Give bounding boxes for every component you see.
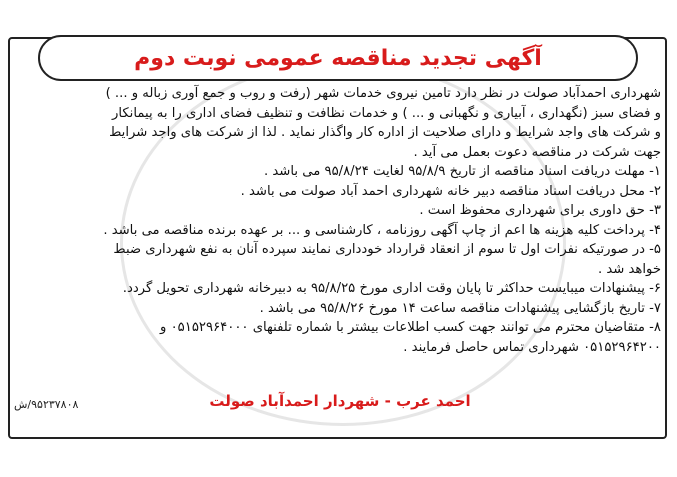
body-line: ۷- تاریخ بازگشایی پیشنهادات مناقصه ساعت ۱۴ مورخ ۹۵/۸/۲۶ می باشد . [259,300,661,316]
body-line: ۱- مهلت دریافت اسناد مناقصه از تاریخ ۹۵/۸/۹ لغایت ۹۵/۸/۲۴ می باشد . [264,164,661,179]
body-line: ۲- محل دریافت اسناد مناقصه دبیر خانه شهرداری احمد آباد صولت می باشد . [240,183,661,199]
body-line: ۴- پرداخت کلیه هزینه ها اعم از چاپ آگهی روزنامه ، کارشناسی و ... بر عهده برنده مناقصه می باشد . [103,222,661,238]
body-line: و فضای سبز (نگهداری ، آبیاری و نگهبانی و ... ) و خدمات نظافت و تنظیف فضای اداری را به پیمانکار [111,105,661,121]
body-line: خواهد شد . [597,261,661,277]
reference-number: ۹۵۲۳۷۸۰۸/ش [14,398,79,411]
body-line: ۳- حق داوری برای شهرداری محفوظ است . [419,203,661,218]
body-line: و شرکت های واجد شرایط و دارای صلاحیت از اداره کار واگذار نماید . لذا از شرکت های واجد شرایط [109,125,661,140]
body-line: شهرداری احمدآباد صولت در نظر دارد تامین نیروی خدمات شهر (رفت و روب و جمع آوری زباله و ... ) [105,86,661,101]
title-banner [38,35,638,81]
body-line: جهت شرکت در مناقصه دعوت بعمل می آید . [413,144,661,160]
body-line: ۸- متقاضیان محترم می توانند جهت کسب اطلاعات بیشتر با شماره تلفنهای ۰۵۱۵۲۹۶۴۰۰۰ و [160,320,661,335]
body-line: ۰۵۱۵۲۹۶۴۲۰۰ شهرداری تماس حاصل فرمایند . [403,339,661,355]
notice-title: آگهی تجدید مناقصه عمومی نوبت دوم [134,45,542,71]
notice-body [16,84,661,357]
body-line: ۶- پیشنهادات میبایست حداکثر تا پایان وقت اداری مورخ ۹۵/۸/۲۵ به دبیرخانه شهرداری تحویل گردد. [122,281,661,296]
body-line: ۵- در صورتیکه نفرات اول تا سوم از انعقاد قرارداد خودداری نمایند سپرده آنان به نفع شهرداری ضبط [113,242,661,257]
signature: احمد عرب - شهردار احمدآباد صولت [209,392,471,410]
